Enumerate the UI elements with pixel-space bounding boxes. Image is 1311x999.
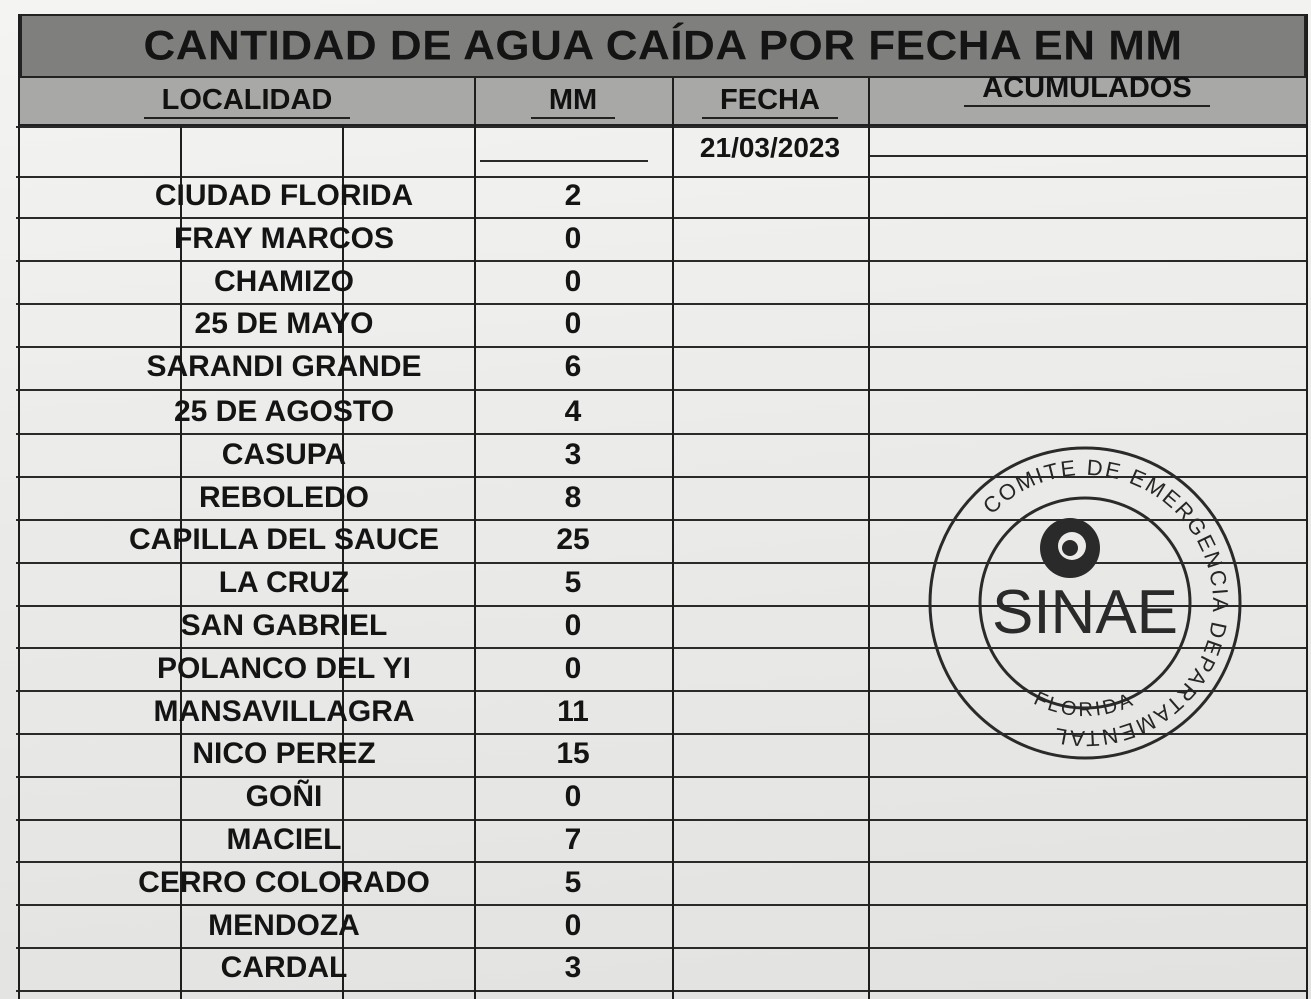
row-localidad: FRAY MARCOS [173, 221, 395, 255]
row-divider [16, 433, 1308, 435]
row-localidad: LA CRUZ [218, 566, 350, 600]
row-divider [16, 260, 1308, 262]
column-divider [672, 78, 674, 999]
row-mm: 5 [564, 865, 582, 899]
stamp-ring-text: COMITE DE EMERGENCIA DEPARTAMENTAL [977, 454, 1234, 752]
row-mm: 11 [557, 694, 589, 728]
row-mm: 3 [564, 951, 582, 985]
row-divider [16, 990, 1308, 992]
row-divider [16, 176, 1308, 178]
row-divider [16, 303, 1308, 305]
header-mm: MM [474, 78, 672, 124]
column-divider [1306, 14, 1308, 999]
page-title: CANTIDAD DE AGUA CAÍDA POR FECHA EN MM [143, 22, 1183, 69]
row-divider [16, 819, 1308, 821]
fecha-value: 21/03/2023 [699, 132, 841, 163]
row-localidad: CARDAL [220, 951, 348, 985]
row-mm: 0 [564, 908, 582, 942]
row-localidad: MENDOZA [208, 908, 360, 942]
row-mm: 3 [564, 437, 582, 471]
header-localidad: LOCALIDAD [20, 78, 474, 124]
row-divider [16, 346, 1308, 348]
row-divider [16, 126, 1308, 128]
row-localidad: CASUPA [221, 437, 347, 471]
sinae-stamp [920, 438, 1250, 768]
column-divider [868, 78, 870, 999]
column-divider [18, 14, 20, 999]
row-mm: 8 [564, 480, 582, 514]
row-localidad: 25 DE MAYO [194, 307, 374, 341]
row-divider [868, 155, 1308, 157]
row-mm: 6 [564, 350, 582, 384]
row-divider [16, 861, 1308, 863]
row-localidad: MANSAVILLAGRA [153, 694, 415, 728]
stamp-center-text: SINAE [991, 578, 1179, 647]
row-localidad: CAPILLA DEL SAUCE [128, 523, 440, 557]
row-divider [16, 947, 1308, 949]
row-localidad: MACIEL [226, 823, 342, 856]
row-mm: 7 [564, 823, 582, 856]
row-divider [16, 776, 1308, 778]
row-mm: 0 [564, 264, 582, 298]
row-localidad: NICO PEREZ [192, 737, 376, 771]
row-mm: 0 [564, 307, 582, 341]
mm-blank-line [480, 160, 648, 162]
row-localidad: 25 DE AGOSTO [173, 395, 395, 428]
header-fecha: FECHA [672, 78, 868, 124]
row-localidad: CIUDAD FLORIDA [154, 179, 414, 212]
header-acumulados: ACUMULADOS [868, 78, 1306, 124]
row-mm: 0 [564, 780, 582, 814]
row-mm: 0 [564, 651, 582, 685]
column-divider [474, 78, 476, 999]
row-mm: 4 [564, 395, 582, 428]
row-divider [16, 389, 1308, 391]
row-divider [16, 217, 1308, 219]
row-localidad: CHAMIZO [214, 264, 354, 298]
row-divider [16, 904, 1308, 906]
row-mm: 5 [564, 566, 582, 600]
row-mm: 25 [556, 523, 590, 557]
row-localidad: POLANCO DEL YI [157, 651, 411, 685]
row-localidad: SARANDI GRANDE [146, 350, 422, 384]
row-mm: 0 [564, 221, 582, 255]
row-mm: 2 [564, 179, 582, 212]
row-localidad: GOÑI [245, 780, 323, 814]
row-localidad: CERRO COLORADO [138, 865, 430, 899]
row-localidad: REBOLEDO [198, 480, 370, 514]
stamp-bottom-text: FLORIDA [1030, 687, 1139, 722]
row-mm: 0 [564, 609, 582, 642]
row-mm: 15 [556, 737, 590, 771]
row-localidad: SAN GABRIEL [180, 609, 388, 642]
